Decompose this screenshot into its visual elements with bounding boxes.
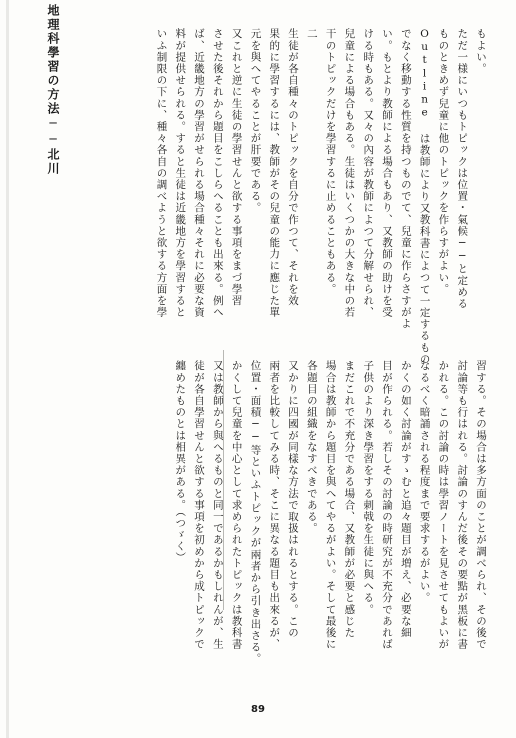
page-number: 89 bbox=[251, 704, 265, 715]
text-line: 兩者を比較してみる時、そこに異なる題目も出來るが、 bbox=[268, 360, 281, 650]
text-line: まだこれで不充分である場合、又教師が必要と感じた bbox=[343, 360, 356, 639]
text-line: ただ一様にいつもトピックは位置・氣候──と定める bbox=[456, 28, 469, 310]
text-line: もよい。 bbox=[475, 28, 487, 75]
text-line: なるべく暗誦される程度まで要求するがよい。 bbox=[418, 360, 431, 604]
text-line: 徒が各自學習せんと欲する事項を初めから成トピックで bbox=[193, 360, 206, 650]
text-line: 兒童による場合もある。生徒はいくつかの大きな中の若 bbox=[343, 28, 356, 318]
text-line: かれる。この討論の時は學習ノートを見させてもよいが bbox=[437, 360, 450, 650]
text-line: 位置・面積──等といふトピックが兩者から引き出さる。 bbox=[249, 360, 262, 665]
text-line: 又これと逆に生徒の學習せんと欲する事項をまづ學習 bbox=[230, 28, 243, 307]
text-line: 纏めたものとは相異がある。（つゞく） bbox=[174, 360, 187, 564]
text-line: Outline は教師により又教科書によつて一定するもの bbox=[418, 28, 431, 365]
text-line: 干のトピックだけを學習するに止めることもある。 bbox=[324, 28, 337, 295]
text-line: ものときめず兒童に他のトピックを作らすがよい。 bbox=[437, 28, 450, 295]
text-line: 二 bbox=[305, 28, 318, 40]
text-line: 又は教師から與へるものと同一であるかもしれんが、生 bbox=[211, 360, 224, 650]
text-line: 又かりに四國が同樣な方法で取扱はれるとする。この bbox=[287, 360, 300, 639]
text-line: 各題目の組織をなすべきである。 bbox=[305, 360, 318, 534]
text-line: でなく移動する性質を持つものでて、兒童に作らさすがよ bbox=[399, 28, 412, 330]
text-line: 場合は教師から題目を與へてやるがよい。そして最後に bbox=[324, 360, 337, 650]
text-line: かくして兒童を中心として求められたトピックは教科書 bbox=[230, 360, 243, 650]
text-line: 子供のより深き學習をする刺戟を生徒に與へる。 bbox=[362, 360, 375, 616]
text-line: 元を與へてやることが肝要である。 bbox=[249, 28, 262, 214]
text-line: 習する。その場合は多方面のことが調べられ、その後で bbox=[475, 360, 487, 650]
text-line: かくの如く討論がすゝむと追々題目が増え、必要な細 bbox=[399, 360, 412, 639]
text-line: ける時もある。又々の內容が教師によつて分解せられ、 bbox=[362, 28, 375, 318]
text-line: いふ制限の下に、種々各自の調べようと欲する方面を學 bbox=[155, 28, 168, 318]
text-line: 料が提供せられる。すると生徒は近畿地方を學習すると bbox=[174, 28, 187, 318]
text-line: させた後それから題目をこしらへることも出來る。例へ bbox=[211, 28, 224, 318]
running-head-title: 地理科學習の方法──北川 bbox=[46, 4, 60, 176]
text-line: い。もとより教師による場合もあり、又教師の助けを受 bbox=[381, 28, 394, 318]
body-text-upper-block bbox=[58, 28, 490, 365]
text-line: 果的に學習するには、教師がその兒童の能力に應じた單 bbox=[268, 28, 281, 318]
body-text-lower-block bbox=[174, 360, 490, 665]
text-line: 討論等も行はれる。討論のすんだ後その要點が黑板に書 bbox=[456, 360, 469, 650]
text-line: 生徒が各自種々のトピックを自分で作つて、それを效 bbox=[287, 28, 300, 307]
text-line: 目が作られる。若しその討論の時研究が不充分であれば bbox=[381, 360, 394, 650]
text-line: ば、近畿地方の學習がせられる場合種々それに必要な資 bbox=[193, 28, 206, 318]
